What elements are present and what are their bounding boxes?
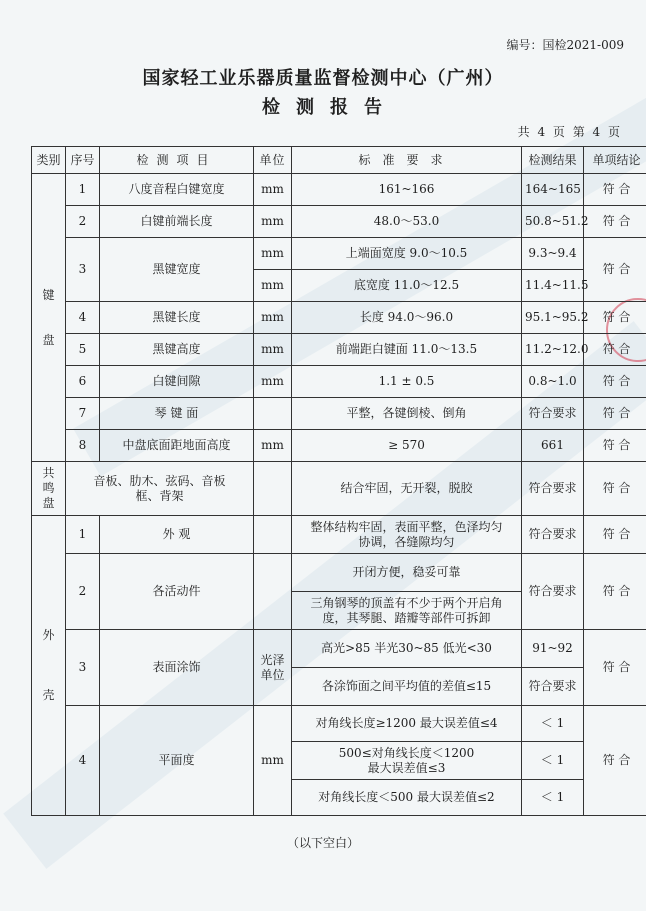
column-header: 标准要求 — [292, 147, 522, 174]
result: ＜ 1 — [522, 706, 584, 742]
unit — [254, 516, 292, 554]
result: 91~92 — [522, 630, 584, 668]
unit — [254, 398, 292, 430]
requirement: 161~166 — [292, 174, 522, 206]
requirement: 对角线长度≥1200 最大误差值≤4 — [292, 706, 522, 742]
item-name: 平面度 — [100, 706, 254, 816]
table-row — [32, 706, 646, 742]
result: 0.8~1.0 — [522, 366, 584, 398]
row-number: 3 — [66, 238, 100, 302]
item-name: 外 观 — [100, 516, 254, 554]
requirement: 结合牢固，无开裂，脱胶 — [292, 462, 522, 516]
result: 11.2~12.0 — [522, 334, 584, 366]
row-number: 1 — [66, 516, 100, 554]
category-case: 外 壳 — [32, 516, 66, 816]
item-name: 黑键高度 — [100, 334, 254, 366]
document-number: 编号：国检2021-009 — [506, 38, 624, 52]
row-number: 2 — [66, 206, 100, 238]
item-name: 中盘底面距地面高度 — [100, 430, 254, 462]
table-row — [32, 206, 646, 238]
result: 符合要求 — [522, 668, 584, 706]
requirement: 长度 94.0～96.0 — [292, 302, 522, 334]
column-header: 类别 — [32, 147, 66, 174]
result: 661 — [522, 430, 584, 462]
requirement: 各涂饰面之间平均值的差值≤15 — [292, 668, 522, 706]
category-soundboard: 共 鸣 盘 — [32, 462, 66, 516]
row-number: 5 — [66, 334, 100, 366]
item-name: 白键间隙 — [100, 366, 254, 398]
conclusion: 符 合 — [584, 174, 646, 206]
item-name: 黑键宽度 — [100, 238, 254, 302]
conclusion: 符 合 — [584, 366, 646, 398]
column-header: 检测结果 — [522, 147, 584, 174]
requirement: 对角线长度＜500 最大误差值≤2 — [292, 780, 522, 816]
unit: mm — [254, 366, 292, 398]
item-name: 琴 键 面 — [100, 398, 254, 430]
unit: mm — [254, 706, 292, 816]
row-number: 4 — [66, 706, 100, 816]
result: 符合要求 — [522, 516, 584, 554]
column-header: 单项结论 — [584, 147, 646, 174]
requirement: 高光>85 半光30~85 低光<30 — [292, 630, 522, 668]
unit: mm — [254, 302, 292, 334]
table-row — [32, 462, 646, 516]
table-row — [32, 334, 646, 366]
requirement: 前端距白键面 11.0～13.5 — [292, 334, 522, 366]
conclusion: 符 合 — [584, 334, 646, 366]
row-number: 1 — [66, 174, 100, 206]
result: 符合要求 — [522, 398, 584, 430]
row-number: 8 — [66, 430, 100, 462]
page-info: 共 4 页 第 4 页 — [517, 125, 622, 139]
result: 11.4~11.5 — [522, 270, 584, 302]
unit — [254, 554, 292, 630]
requirement: 上端面宽度 9.0～10.5 — [292, 238, 522, 270]
row-number: 6 — [66, 366, 100, 398]
table-row — [32, 238, 646, 270]
table-row — [32, 398, 646, 430]
table-row — [32, 516, 646, 554]
column-header: 序号 — [66, 147, 100, 174]
conclusion: 符 合 — [584, 398, 646, 430]
conclusion: 符 合 — [584, 516, 646, 554]
row-number: 7 — [66, 398, 100, 430]
unit: mm — [254, 334, 292, 366]
item-name: 黑键长度 — [100, 302, 254, 334]
result: ＜ 1 — [522, 780, 584, 816]
table-row — [32, 430, 646, 462]
table-row — [32, 366, 646, 398]
unit: 光泽单位 — [254, 630, 292, 706]
requirement: 三角钢琴的顶盖有不少于两个开启角度，其琴腿、踏瓣等部件可拆卸 — [292, 592, 522, 630]
item-name: 音板、肋木、弦码、音板框、背架 — [66, 462, 254, 516]
table-row — [32, 630, 646, 668]
conclusion: 符 合 — [584, 462, 646, 516]
result: 符合要求 — [522, 554, 584, 630]
unit: mm — [254, 270, 292, 302]
conclusion: 符 合 — [584, 630, 646, 706]
table-row — [32, 302, 646, 334]
unit: mm — [254, 430, 292, 462]
item-name: 表面涂饰 — [100, 630, 254, 706]
requirement: 500≤对角线长度＜1200 最大误差值≤3 — [292, 742, 522, 780]
row-number: 3 — [66, 630, 100, 706]
table-row — [32, 554, 646, 592]
table-header-row — [32, 147, 646, 174]
conclusion: 符 合 — [584, 706, 646, 816]
item-name: 白键前端长度 — [100, 206, 254, 238]
report-title: 国家轻工业乐器质量监督检测中心（广州） — [142, 68, 504, 89]
requirement: 1.1 ± 0.5 — [292, 366, 522, 398]
unit: mm — [254, 238, 292, 270]
requirement: 整体结构牢固，表面平整，色泽均匀协调，各缝隙均匀 — [292, 516, 522, 554]
category-keyboard: 键 盘 — [32, 174, 66, 462]
requirement: 底宽度 11.0～12.5 — [292, 270, 522, 302]
requirement: 平整，各键倒棱、倒角 — [292, 398, 522, 430]
result: 50.8~51.2 — [522, 206, 584, 238]
report-subtitle: 检测报告 — [262, 97, 398, 118]
item-name: 八度音程白键宽度 — [100, 174, 254, 206]
requirement: 48.0～53.0 — [292, 206, 522, 238]
result: ＜ 1 — [522, 742, 584, 780]
conclusion: 符 合 — [584, 430, 646, 462]
conclusion: 符 合 — [584, 554, 646, 630]
conclusion: 符 合 — [584, 206, 646, 238]
requirement: 开闭方便，稳妥可靠 — [292, 554, 522, 592]
result: 95.1~95.2 — [522, 302, 584, 334]
result: 9.3~9.4 — [522, 238, 584, 270]
result: 164~165 — [522, 174, 584, 206]
requirement: ≥ 570 — [292, 430, 522, 462]
column-header: 单位 — [254, 147, 292, 174]
result: 符合要求 — [522, 462, 584, 516]
conclusion: 符 合 — [584, 238, 646, 302]
item-name: 各活动件 — [100, 554, 254, 630]
conclusion: 符 合 — [584, 302, 646, 334]
row-number: 4 — [66, 302, 100, 334]
table-row — [32, 174, 646, 206]
unit — [254, 462, 292, 516]
unit: mm — [254, 174, 292, 206]
blank-below-note: （以下空白） — [286, 836, 359, 850]
inspection-table — [31, 146, 646, 816]
unit: mm — [254, 206, 292, 238]
column-header: 检测项目 — [100, 147, 254, 174]
row-number: 2 — [66, 554, 100, 630]
